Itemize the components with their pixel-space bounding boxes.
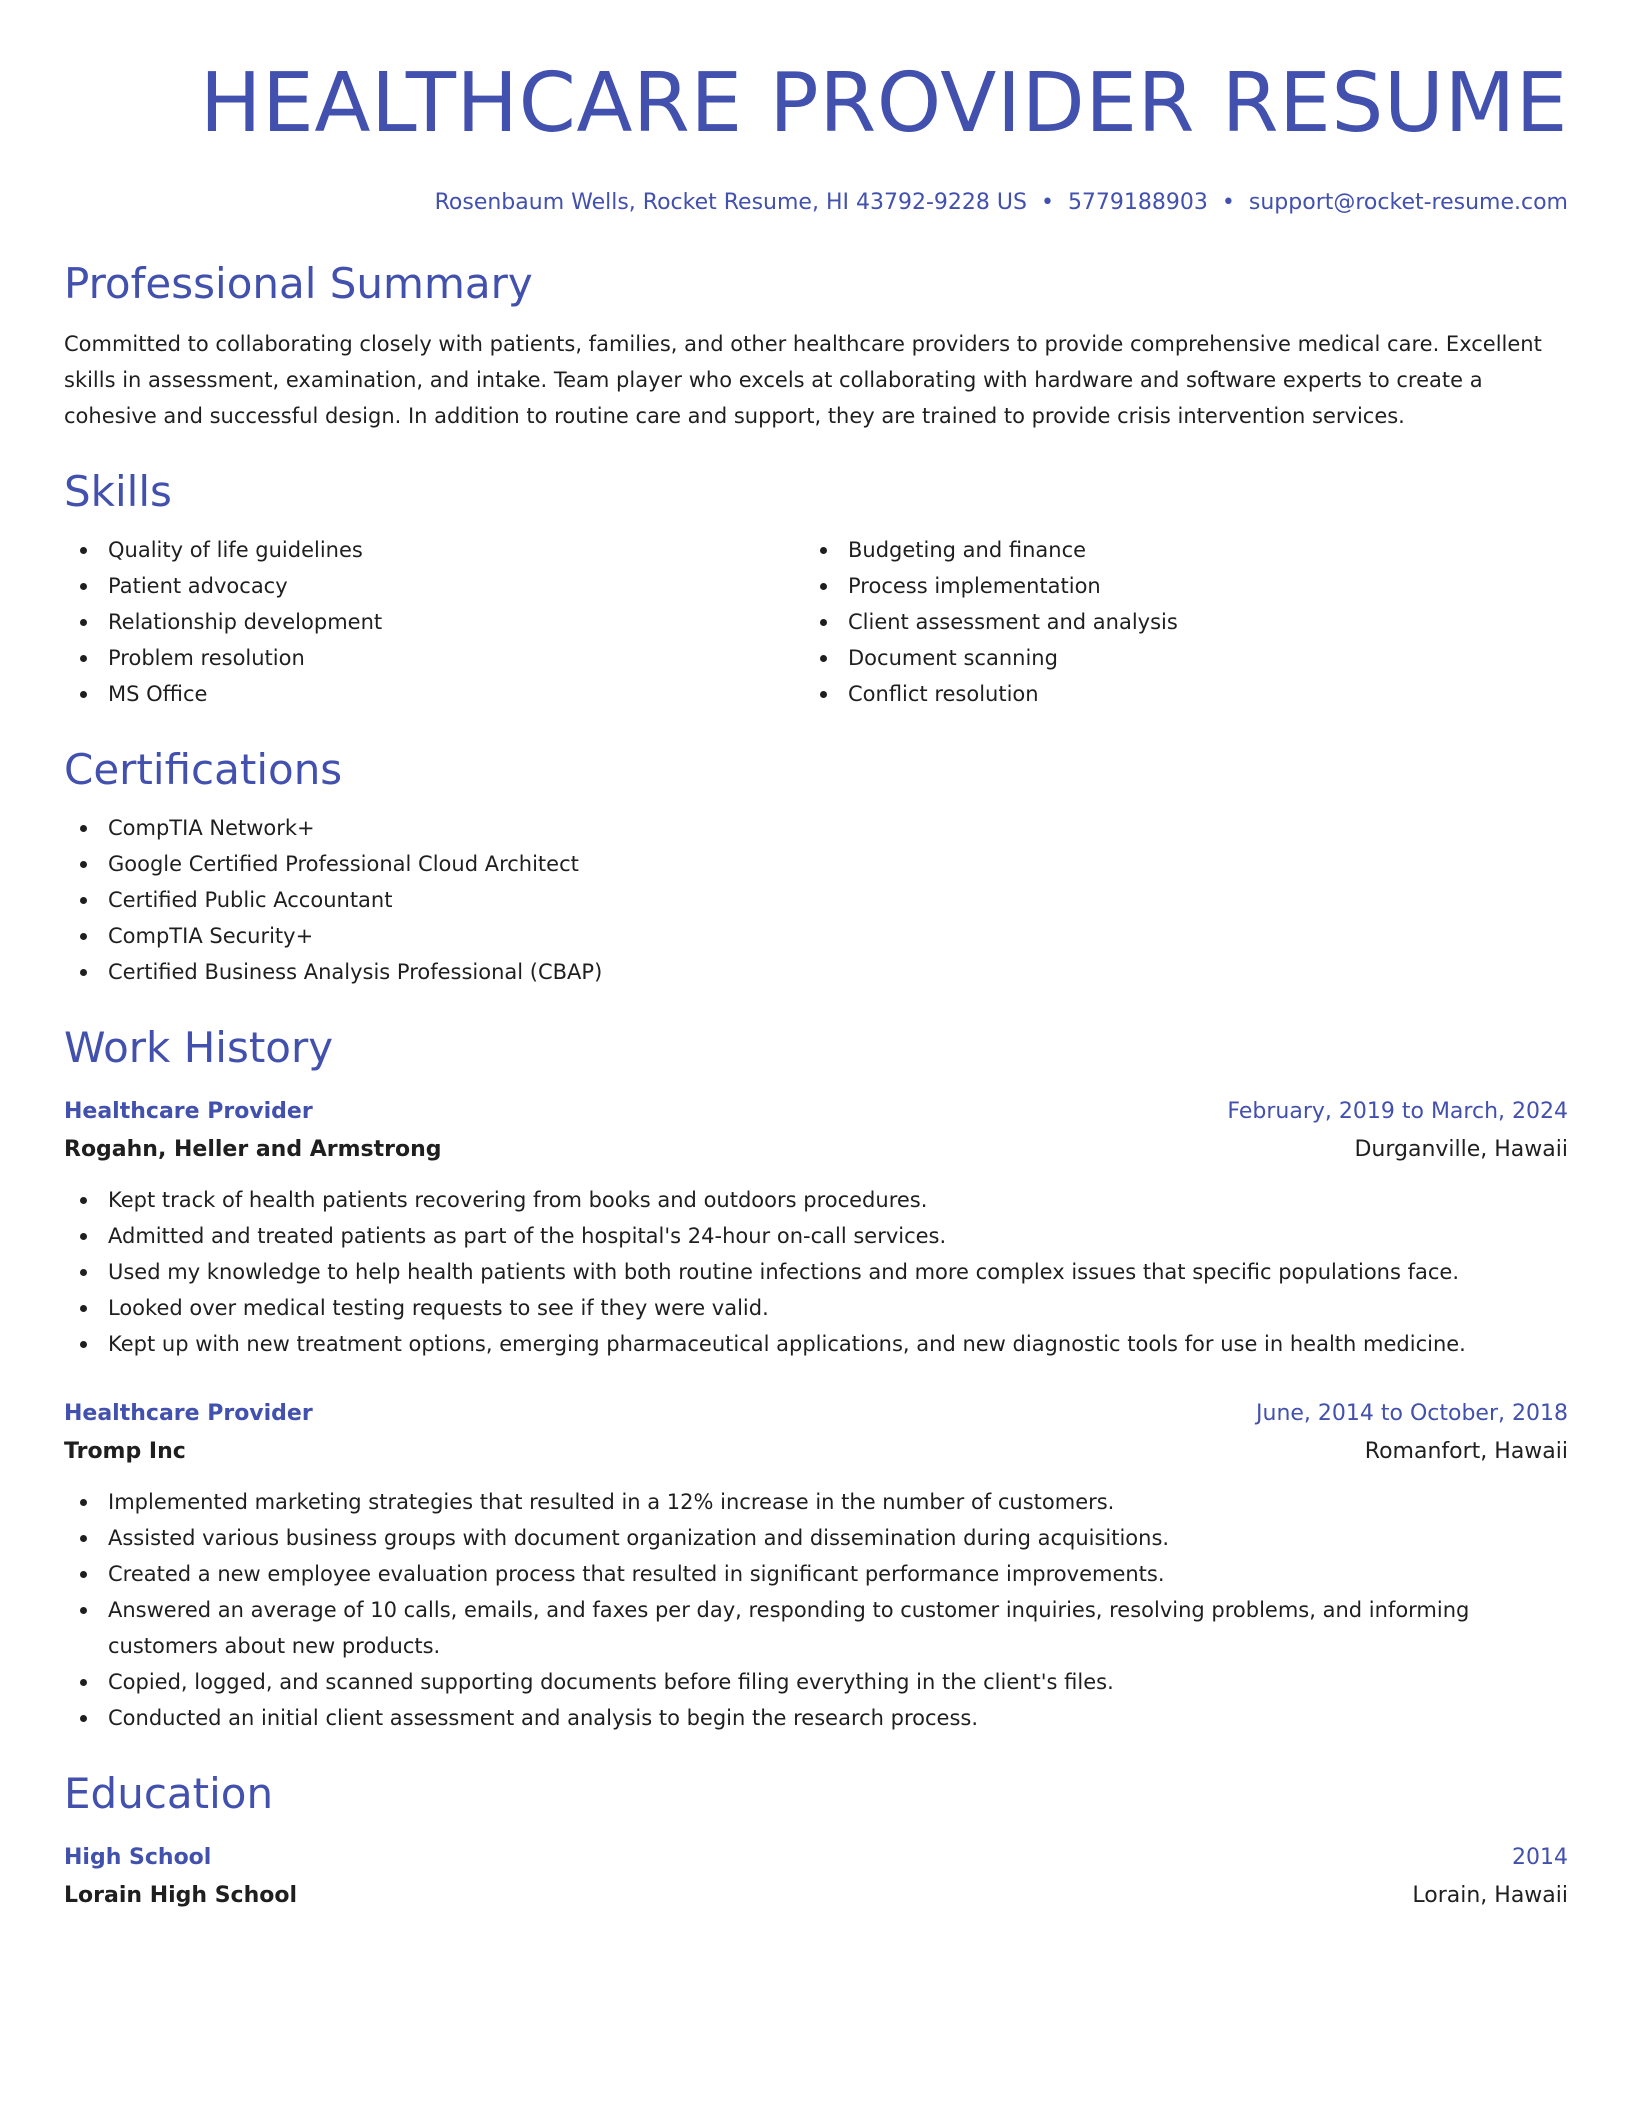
skills-section [64, 466, 1568, 712]
certification-item: Certified Public Accountant [64, 882, 1568, 918]
skills-list-right [804, 532, 1544, 712]
job-bullet: Implemented marketing strategies that resulted in a 12% increase in the number of customers. [64, 1484, 1568, 1520]
skill-item: Problem resolution [64, 640, 804, 676]
contact-address: Rosenbaum Wells, Rocket Resume, HI 43792-9228 US [434, 190, 1027, 215]
job-entry [64, 1396, 1568, 1736]
job-title: Healthcare Provider [64, 1401, 313, 1426]
certification-item: Certified Business Analysis Professional (CBAP) [64, 954, 1568, 990]
skill-item: Process implementation [804, 568, 1544, 604]
work-history-section [64, 1022, 1568, 1736]
section-heading-summary: Professional Summary [64, 259, 533, 308]
education-location: Lorain, Hawaii [1412, 1883, 1568, 1908]
summary-text: Committed to collaborating closely with patients, families, and other healthcare providers to provide comprehensive medical care. Excellent skills in assessment, examination, and intake. Team player who excels at collaborating with hardware and software experts to create a cohesive and successful design. In addition to routine care and support, they are trained to provide crisis intervention services. [64, 332, 1542, 428]
job-bullet: Conducted an initial client assessment and analysis to begin the research process. [64, 1700, 1568, 1736]
education-school: Lorain High School [64, 1883, 298, 1908]
job-bullet: Used my knowledge to help health patients with both routine infections and more complex issues that specific populations face. [64, 1254, 1568, 1290]
section-heading-work-history: Work History [64, 1023, 334, 1072]
job-bullet: Kept track of health patients recovering from books and outdoors procedures. [64, 1182, 1568, 1218]
skills-column-left [64, 518, 804, 712]
job-company: Tromp Inc [64, 1439, 186, 1464]
job-title-row [64, 1396, 1568, 1432]
job-dates: June, 2014 to October, 2018 [1256, 1401, 1568, 1426]
skill-item: Relationship development [64, 604, 804, 640]
contact-line [64, 188, 1568, 218]
section-heading-skills: Skills [64, 467, 172, 516]
section-heading-certifications: Certifications [64, 745, 343, 794]
summary-section [64, 258, 1568, 434]
skill-item: Patient advocacy [64, 568, 804, 604]
skill-item: Conflict resolution [804, 676, 1544, 712]
contact-email: support@rocket-resume.com [1248, 190, 1568, 215]
skill-item: MS Office [64, 676, 804, 712]
job-bullets [64, 1484, 1568, 1736]
skill-item: Document scanning [804, 640, 1544, 676]
education-school-row [64, 1876, 1568, 1916]
contact-separator: • [1040, 190, 1054, 215]
job-company: Rogahn, Heller and Armstrong [64, 1137, 442, 1162]
job-location: Durganville, Hawaii [1354, 1137, 1568, 1162]
job-bullets [64, 1182, 1568, 1362]
resume-title: HEALTHCARE PROVIDER RESUME [199, 56, 1568, 151]
skills-column-right [804, 518, 1544, 712]
certification-item: CompTIA Network+ [64, 810, 1568, 846]
job-bullet: Created a new employee evaluation process that resulted in significant performance improvements. [64, 1556, 1568, 1592]
job-bullet: Admitted and treated patients as part of the hospital's 24-hour on-call services. [64, 1218, 1568, 1254]
contact-separator: • [1221, 190, 1235, 215]
education-degree: High School [64, 1845, 212, 1870]
education-entry [64, 1840, 1568, 1916]
section-heading-education: Education [64, 1769, 274, 1818]
job-title-row [64, 1094, 1568, 1130]
certification-item: Google Certified Professional Cloud Architect [64, 846, 1568, 882]
skills-columns [64, 518, 1568, 712]
skill-item: Client assessment and analysis [804, 604, 1544, 640]
job-bullet: Looked over medical testing requests to see if they were valid. [64, 1290, 1568, 1326]
job-dates: February, 2019 to March, 2024 [1227, 1099, 1568, 1124]
job-company-row [64, 1130, 1568, 1170]
certification-item: CompTIA Security+ [64, 918, 1568, 954]
certifications-list [64, 810, 1568, 990]
job-bullet: Answered an average of 10 calls, emails, and faxes per day, responding to customer inquiries, resolving problems, and informing customers about new products. [64, 1592, 1568, 1664]
skill-item: Budgeting and finance [804, 532, 1544, 568]
job-bullet: Copied, logged, and scanned supporting documents before filing everything in the client's files. [64, 1664, 1568, 1700]
education-section [64, 1768, 1568, 1916]
job-company-row [64, 1432, 1568, 1472]
skill-item: Quality of life guidelines [64, 532, 804, 568]
education-year: 2014 [1512, 1845, 1568, 1870]
job-location: Romanfort, Hawaii [1364, 1439, 1568, 1464]
job-bullet: Assisted various business groups with document organization and dissemination during acquisitions. [64, 1520, 1568, 1556]
job-title: Healthcare Provider [64, 1099, 313, 1124]
certifications-section [64, 744, 1568, 990]
contact-phone: 5779188903 [1067, 190, 1208, 215]
skills-list-left [64, 532, 804, 712]
job-bullet: Kept up with new treatment options, emerging pharmaceutical applications, and new diagnostic tools for use in health medicine. [64, 1326, 1568, 1362]
job-entry [64, 1094, 1568, 1362]
education-degree-row [64, 1840, 1568, 1876]
